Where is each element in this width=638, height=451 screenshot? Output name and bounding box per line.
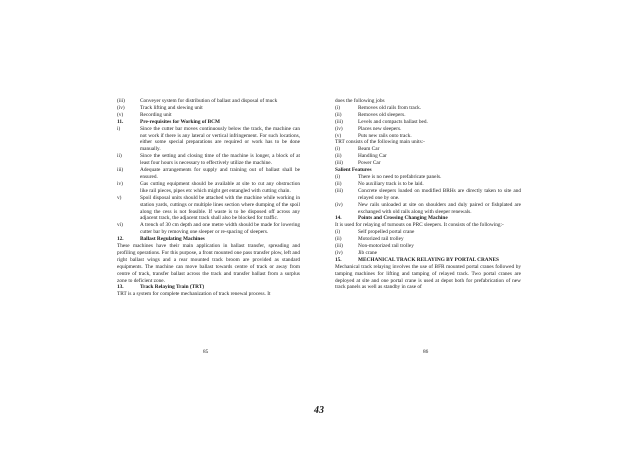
item-number: (iii) [335,160,343,167]
item-text: Since the setting and closing time of the machine is longer, a block of at least four hours is necessary to effectively utilize the machine. [140,153,300,167]
list-item [335,181,521,188]
item-text: A trench of 30 cm depth and one metre width should be made for lowering cutter bar by removing one sleeper or re-spacing of sleepers. [140,222,300,236]
item-number: iii) [117,167,124,174]
item-text: Adequate arrangements for supply and training out of ballast shall be ensured. [140,167,300,180]
right-page-column [335,98,521,291]
section-heading [117,236,300,243]
item-text: Jib crane [358,249,377,256]
item-number: 13. [117,284,124,291]
list-item [335,160,521,167]
item-number: (i) [335,104,340,111]
paragraph: TRT is a system for complete mechanization of track renewal process. It [117,291,271,298]
item-number: (iii) [335,243,343,250]
item-text: No auxiliary track is to be laid. [358,180,424,187]
item-number: iv) [117,180,123,187]
item-text: MECHANICAL TRACK RELAYING BY PORTAL CRANES [358,256,499,263]
paragraph: TRT consists of the following main units:- [335,139,425,146]
item-number: (iv) [335,249,343,256]
item-number: (iii) [117,98,125,104]
item-number: (ii) [335,236,342,243]
paragraph: Mechanical track relaying involves the use of BFR mounted portal cranes followed by tamping machines for lifting and tamping of relayed track. Two portal cranes are deployed at site and one portal crane is used at depot both for prefabrication of new track panels as well as standby in case of [335,263,521,291]
item-number: 15. [335,256,342,263]
list-item [117,181,300,195]
item-number: (iv) [335,125,343,132]
item-text: Spoil disposal units should be attached with the machine while working in station yards, cuttings or multiple lines section where dumping of the spoil along the cess is not feasible. If waste is to be disposed off across any adjacent track, the adjacent track shall also be blocked for traffic. [140,194,300,222]
item-text: There is no need to prefabricate panels. [358,173,442,180]
item-text: Motorized rail trolley [358,236,404,243]
item-text: Ballast Regulating Machines [140,236,205,243]
item-text: Track Relaying Train (TRT) [140,284,205,291]
list-item [117,112,300,119]
item-text: Gas cutting equipment should be available at site to cut any obstruction like rail pieces, pipes etc which might get entangled with cutting chain. [140,180,300,194]
list-item [117,105,300,112]
paragraph: does the following jobs [335,98,385,104]
list-item [335,126,521,133]
item-number: (iv) [335,201,343,208]
item-text: Levels and compacts ballast bed. [358,118,428,125]
item-number: i) [117,125,121,132]
item-number: (i) [335,229,340,236]
list-item [335,250,521,257]
item-number: (iv) [117,104,125,111]
list-item [335,153,521,160]
item-number: (i) [335,146,340,153]
item-text: Power Car [358,160,381,167]
item-text: Concrete sleepers loaded on modified BRHs are directly taken to site and relayed one by one. [358,187,521,201]
list-item [117,222,300,236]
left-page-column [117,98,300,298]
item-number: (ii) [335,180,342,187]
item-number: vi) [117,222,123,229]
item-text: Removes old sleepers. [358,111,406,118]
section-heading [117,119,300,126]
list-item [335,243,521,250]
left-page-number: 85 [203,349,209,355]
paragraph: These machines have their main application in ballast transfer, spreading and profiling operations. For this purpose, a front mounted one pass transfer plow, left and right ballast wings and a rear mounted track broom are provided as standard equipments. The machine can move ballast towards centre of track or away from centre of track, transfer ballast across the track and transfer ballast from a surplus zone to deficient zone. [117,243,300,284]
item-number: 11. [117,118,124,125]
item-number: (v) [117,111,124,118]
item-number: (iii) [335,187,343,194]
item-text: Pre-requisites for Working of BCM [140,118,220,125]
right-page-number: 86 [423,349,429,355]
item-text: New rails unloaded at site on shoulders and duly paired or fishplated are exchanged with old rails along with sleeper renewals. [358,201,521,215]
item-text: Recording unit [140,111,172,118]
item-text: Conveyer system for distribution of ballast and disposal of muck [140,98,278,104]
item-number: 12. [117,236,124,243]
item-text: Places new sleepers. [358,125,402,132]
item-number: v) [117,194,122,201]
list-item [335,236,521,243]
item-number: (i) [335,173,340,180]
paragraph: It is used for relaying of turnouts on PRC sleepers. It consists of the following:- [335,222,504,229]
item-text: Removes old rails from track. [358,104,422,111]
list-item [335,174,521,181]
list-item [117,195,300,223]
item-text: Handling Car [358,153,387,160]
section-heading [335,257,521,264]
list-item [335,188,521,202]
sheet-number: 43 [314,405,324,416]
item-text: Beam Car [358,146,380,153]
list-item [335,105,521,112]
list-item [117,98,300,105]
item-number: (ii) [335,111,342,118]
list-item [335,119,521,126]
list-item [335,112,521,119]
item-number: (iii) [335,118,343,125]
item-text: Since the cutter bar moves continuously below the track, the machine can not work if there is any lateral or vertical infringement. For such locations, either some special preparations are required or work has to be done manually. [140,125,300,153]
item-number: ii) [117,153,122,160]
list-item [335,229,521,236]
item-text: Puts new rails onto track. [358,132,412,139]
item-number: (ii) [335,153,342,160]
list-item [117,126,300,154]
list-item [117,153,300,167]
paragraph: Salient Features [335,167,372,174]
list-item [335,146,521,153]
item-text: Self propelled portal crane [358,229,415,236]
list-item [335,202,521,216]
item-text: Non-motorized rail trolley [358,243,414,250]
item-number: 14. [335,215,342,222]
item-text: Track lifting and slewing unit [140,104,203,111]
list-item [117,167,300,181]
item-number: (v) [335,132,342,139]
item-text: Points and Crossing Changing Machine [358,215,448,222]
